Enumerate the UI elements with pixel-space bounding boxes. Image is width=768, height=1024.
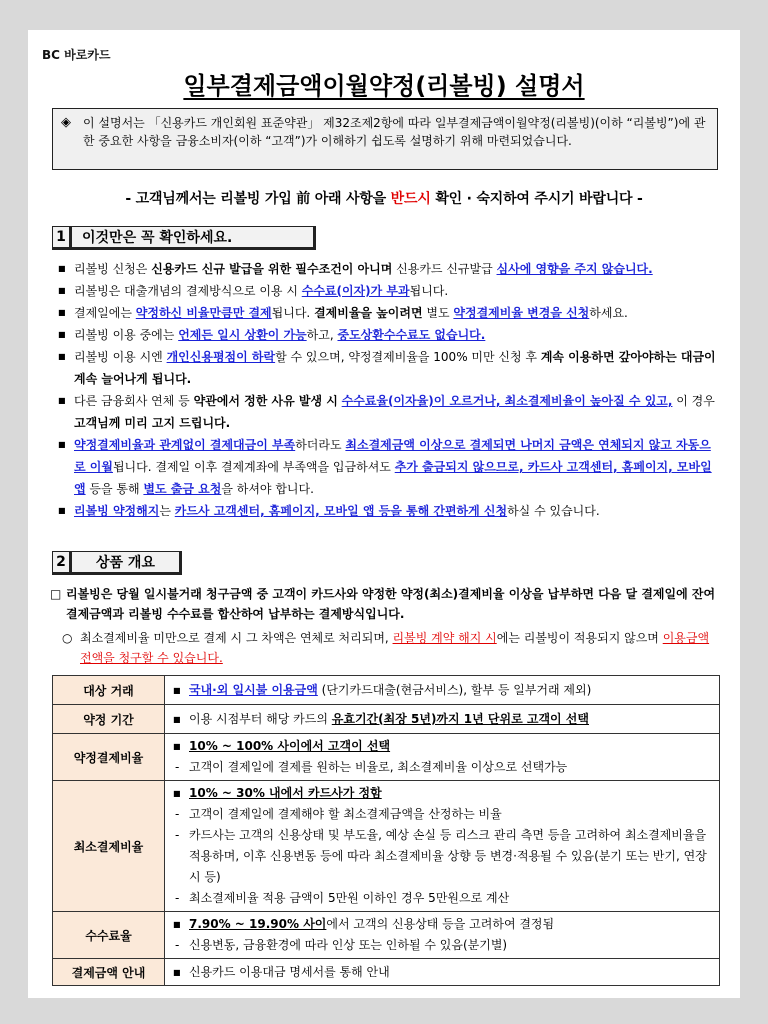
- list-item: ■ 다른 금융회사 연체 등 약관에서 정한 사유 발생 시 수수료율(이자율)이 오르거나, 최소결제비율이 높아질 수 있고, 이 경우 고객님께 미리 고지 드립니다.: [58, 390, 720, 434]
- section-1-header: [52, 226, 316, 250]
- table-value: ■ 10% ~ 100% 사이에서 고객이 선택 - 고객이 결제일에 결제를 원하는 비율로, 최소결제비율 이상으로 선택가능: [165, 734, 720, 781]
- section-number: 1: [52, 226, 72, 250]
- table-row: [53, 959, 720, 986]
- banner-emphasis: 반드시: [390, 191, 431, 207]
- product-overview: [50, 584, 722, 668]
- overview-note: ○ 최소결제비율 미만으로 결제 시 그 차액은 연체로 처리되며, 리볼빙 계약 해지 시에는 리볼빙이 적용되지 않으며 이용금액 전액을 청구할 수 있습니다.: [50, 628, 722, 668]
- list-item: ■ 리볼빙은 대출개념의 결제방식으로 이용 시 수수료(이자)가 부과됩니다.: [58, 280, 720, 302]
- table-row: [53, 676, 720, 705]
- table-key: 결제금액 안내: [53, 959, 165, 986]
- table-value: ■ 국내·외 일시불 이용금액 (단기카드대출(현금서비스), 할부 등 일부거래 제외): [165, 676, 720, 705]
- banner-text-pre: - 고객님께서는 리볼빙 가입 前 아래 사항을: [125, 191, 391, 207]
- table-key: 수수료율: [53, 912, 165, 959]
- confirm-banner: [28, 188, 740, 208]
- section-2-header: [52, 551, 182, 575]
- notice-box: [52, 108, 718, 170]
- table-value: ■ 신용카드 이용대금 명세서를 통해 안내: [165, 959, 720, 986]
- list-item: ■ 리볼빙 약정해지는 카드사 고객센터, 홈페이지, 모바일 앱 등을 통해 간편하게 신청하실 수 있습니다.: [58, 500, 720, 522]
- list-item: ■ 리볼빙 이용 중에는 언제든 일시 상환이 가능하고, 중도상환수수료도 없습니다.: [58, 324, 720, 346]
- page-title-text: 일부결제금액이월약정(리볼빙) 설명서: [183, 72, 585, 100]
- table-value: ■ 7.90% ~ 19.90% 사이에서 고객의 신용상태 등을 고려하여 결정됨 - 신용변동, 금융환경에 따라 인상 또는 인하될 수 있음(분기별): [165, 912, 720, 959]
- list-item: ■ 약정결제비율과 관계없이 결제대금이 부족하더라도 최소결제금액 이상으로 결제되면 나머지 금액은 연체되지 않고 자동으로 이월됩니다. 결제일 이후 결제계좌에 부족액을 입금하셔도 추가 출금되지 않으므로, 카드사 고객센터, 홈페이지, 모바일 앱 등을 통해 별도 출금 요청을 하셔야 합니다.: [58, 434, 720, 500]
- table-row: [53, 912, 720, 959]
- table-key: 약정결제비율: [53, 734, 165, 781]
- table-key: 약정 기간: [53, 705, 165, 734]
- brand-label: BC 바로카드: [42, 48, 111, 62]
- document-page: [28, 30, 740, 998]
- table-row: [53, 705, 720, 734]
- list-item: ■ 결제일에는 약정하신 비율만큼만 결제됩니다. 결제비율을 높이려면 별도 약정결제비율 변경을 신청하세요.: [58, 302, 720, 324]
- list-item: ■ 리볼빙 이용 시엔 개인신용평점이 하락할 수 있으며, 약정결제비율을 100% 미만 신청 후 계속 이용하면 갚아야하는 대금이 계속 늘어나게 됩니다.: [58, 346, 720, 390]
- list-item: ■ 리볼빙 신청은 신용카드 신규 발급을 위한 필수조건이 아니며 신용카드 신규발급 심사에 영향을 주지 않습니다.: [58, 258, 720, 280]
- table-row: [53, 734, 720, 781]
- notice-text: 이 설명서는 「신용카드 개인회원 표준약관」 제32조제2항에 따라 일부결제금액이월약정(리볼빙)(이하 “리볼빙”)에 관한 중요한 사항을 금융소비자(이하 “고객”)가 이해하기 쉽도록 설명하기 위해 마련되었습니다.: [83, 116, 706, 148]
- table-row: [53, 781, 720, 912]
- section-title: 상품 개요: [72, 551, 182, 575]
- banner-text-post: 확인 · 숙지하여 주시기 바랍니다 -: [430, 191, 643, 207]
- table-key: 최소결제비율: [53, 781, 165, 912]
- diamond-icon: ◈: [61, 115, 71, 130]
- section-title: 이것만은 꼭 확인하세요.: [72, 226, 316, 250]
- table-value: ■ 이용 시점부터 해당 카드의 유효기간(최장 5년)까지 1년 단위로 고객이 선택: [165, 705, 720, 734]
- page-title: [28, 66, 740, 101]
- overview-description: □ 리볼빙은 당월 일시불거래 청구금액 중 고객이 카드사와 약정한 약정(최소)결제비율 이상을 납부하면 다음 달 결제일에 잔여결제금액과 리볼빙 수수료를 합산하여 납부하는 결제방식입니다.: [50, 584, 722, 624]
- table-key: 대상 거래: [53, 676, 165, 705]
- table-value: ■ 10% ~ 30% 내에서 카드사가 정함 - 고객이 결제일에 결제해야 할 최소결제금액을 산정하는 비율 - 카드사는 고객의 신용상태 및 부도율, 예상 손실 등 리스크 관리 측면 등을 고려하여 최소결제비율을 적용하며, 이후 신용변동 등에 따라 최소결제비율 상향 등 변경·적용될 수 있음(분기 또는 반기, 연장 시 등) - 최소결제비율 적용 금액이 5만원 이하인 경우 5만원으로 계산: [165, 781, 720, 912]
- section-number: 2: [52, 551, 72, 575]
- key-points-list: [58, 258, 720, 522]
- product-spec-table: [52, 675, 720, 986]
